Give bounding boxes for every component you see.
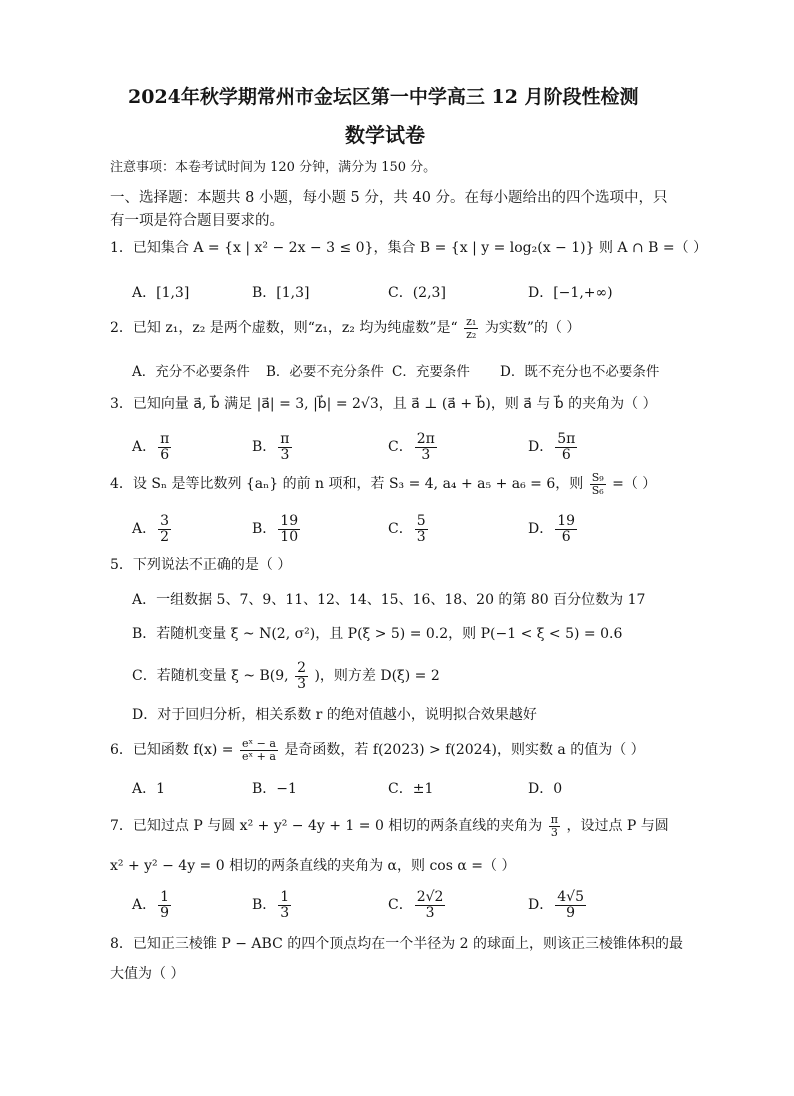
question-6-stem	[110, 738, 645, 762]
question-3-option-b-label: B．	[252, 439, 277, 456]
question-2-stem-post: 为实数”的（ ）	[484, 320, 581, 337]
section-heading-line2: 有一项是符合题目要求的。	[110, 213, 284, 229]
question-4-option-a-label: A．	[132, 521, 157, 538]
question-7-fraction	[549, 814, 560, 838]
fraction-den: 10	[280, 528, 299, 545]
question-5-option-c-fraction	[295, 661, 308, 691]
question-3-option-d	[528, 432, 579, 462]
question-3-option-b-fraction	[278, 432, 291, 462]
fraction-den: 3	[280, 904, 290, 921]
question-7-stem-post: ，设过点 P 与圆	[566, 818, 669, 835]
question-7-fraction-num: π	[550, 813, 558, 826]
question-6-fraction	[240, 738, 278, 762]
question-6-fraction-den: eˣ + a	[242, 749, 276, 763]
question-2-option-b: B．必要不充分条件	[266, 364, 384, 380]
question-7-option-a-label: A．	[132, 897, 157, 914]
question-4-option-b	[252, 514, 302, 544]
fraction-den: 3	[425, 904, 435, 921]
fraction-den: 3	[280, 446, 290, 463]
fraction-num: π	[160, 431, 170, 447]
question-4-option-d	[528, 514, 579, 544]
question-7-stem-line1	[110, 814, 669, 838]
question-5-option-b: B．若随机变量 ξ ~ N(2, σ²)，且 P(ξ > 5) = 0.2，则 P(−1 < ξ < 5) = 0.6	[132, 626, 623, 642]
question-7-stem-line2: x² + y² − 4y = 0 相切的两条直线的夹角为 α，则 cos α =（ ）	[110, 858, 516, 874]
fraction-num: 1	[280, 889, 290, 905]
question-6-fraction-num: eˣ − a	[242, 737, 276, 750]
question-2-fraction	[464, 316, 478, 340]
question-6-stem-post: 是奇函数，若 f(2023) > f(2024)，则实数 a 的值为（ ）	[284, 742, 645, 759]
fraction-den: 6	[561, 446, 571, 463]
question-7-option-c-fraction	[415, 890, 446, 920]
question-6-option-d: D．0	[528, 781, 563, 797]
fraction-den: 3	[297, 675, 306, 692]
fraction-num: 3	[160, 513, 170, 529]
question-4-option-d-label: D．	[528, 521, 554, 538]
exam-subtitle: 数学试卷	[345, 123, 425, 147]
question-4-fraction-num: S₉	[591, 471, 604, 484]
question-3-stem: 3．已知向量 a⃗, b⃗ 满足 |a⃗| = 3, |b⃗| = 2√3，且 a⃗ ⊥ (a⃗ + b⃗)，则 a⃗ 与 b⃗ 的夹角为（ ）	[110, 396, 657, 412]
question-4-option-d-fraction	[555, 514, 577, 544]
question-1-stem: 1．已知集合 A = {x | x² − 2x − 3 ≤ 0}，集合 B = {x | y = log₂(x − 1)} 则 A ∩ B =（ ）	[110, 240, 708, 256]
question-4-option-c-fraction	[415, 514, 428, 544]
question-3-option-c-fraction	[415, 432, 437, 462]
fraction-num: 2	[297, 660, 306, 676]
fraction-num: 2√2	[416, 889, 444, 905]
question-3-option-d-label: D．	[528, 439, 554, 456]
question-1-option-d: D．[−1,+∞)	[528, 285, 613, 301]
question-2-option-c: C．充要条件	[392, 364, 470, 380]
question-7-option-c-label: C．	[388, 897, 413, 914]
question-7-fraction-den: 3	[550, 825, 558, 839]
question-7-option-b	[252, 890, 293, 920]
fraction-den: 6	[160, 446, 170, 463]
question-6-option-b: B．−1	[252, 781, 297, 797]
question-4-stem	[110, 472, 656, 496]
question-2-stem	[110, 316, 580, 340]
question-6-stem-pre: 6．已知函数 f(x) =	[110, 742, 234, 759]
fraction-num: 1	[160, 889, 170, 905]
question-1-option-c: C．(2,3]	[388, 285, 446, 301]
fraction-den: 6	[561, 528, 571, 545]
question-2-fraction-num: z₁	[466, 315, 477, 328]
question-3-option-d-fraction	[555, 432, 577, 462]
question-3-option-c	[388, 432, 439, 462]
question-7-option-d-label: D．	[528, 897, 554, 914]
question-7-option-a	[132, 890, 173, 920]
question-7-option-c	[388, 890, 447, 920]
exam-title: 2024年秋学期常州市金坛区第一中学高三 12 月阶段性检测	[128, 86, 639, 108]
section-heading-line1: 一、选择题：本题共 8 小题，每小题 5 分，共 40 分。在每小题给出的四个选项中，只	[110, 190, 668, 206]
question-5-option-d: D．对于回归分析，相关系数 r 的绝对值越小，说明拟合效果越好	[132, 707, 537, 723]
question-4-option-a-fraction	[158, 514, 171, 544]
question-2-option-d: D．既不充分也不必要条件	[500, 364, 660, 380]
question-2-option-a: A．充分不必要条件	[132, 364, 250, 380]
fraction-num: 19	[557, 513, 576, 529]
question-4-option-b-fraction	[278, 514, 300, 544]
fraction-den: 3	[421, 446, 431, 463]
question-7-option-d	[528, 890, 588, 920]
question-4-option-c	[388, 514, 430, 544]
question-4-stem-post: =（ ）	[612, 476, 657, 493]
question-6-option-c: C．±1	[388, 781, 434, 797]
question-7-option-b-fraction	[278, 890, 291, 920]
question-4-option-c-label: C．	[388, 521, 413, 538]
question-4-option-a	[132, 514, 173, 544]
exam-notice: 注意事项：本卷考试时间为 120 分钟，满分为 150 分。	[110, 160, 437, 175]
question-8-stem-line1: 8．已知正三棱锥 P − ABC 的四个顶点均在一个半径为 2 的球面上，则该正三棱锥体积的最	[110, 936, 684, 952]
question-4-fraction	[590, 472, 606, 496]
question-2-fraction-den: z₂	[466, 327, 477, 341]
question-3-option-a	[132, 432, 173, 462]
fraction-num: 2π	[416, 431, 435, 447]
fraction-num: π	[280, 431, 290, 447]
question-5-option-c-pre: C．若随机变量 ξ ~ B(9,	[132, 668, 289, 685]
question-4-stem-pre: 4．设 Sₙ 是等比数列 {aₙ} 的前 n 项和，若 S₃ = 4, a₄ + a₅ + a₆ = 6，则	[110, 476, 584, 493]
question-1-option-a: A．[1,3]	[132, 285, 190, 301]
fraction-num: 5	[416, 513, 426, 529]
question-7-stem-pre: 7．已知过点 P 与圆 x² + y² − 4y + 1 = 0 相切的两条直线的夹角为	[110, 818, 543, 835]
question-3-option-c-label: C．	[388, 439, 413, 456]
fraction-den: 3	[416, 528, 426, 545]
question-7-option-b-label: B．	[252, 897, 277, 914]
question-6-option-a: A．1	[132, 781, 166, 797]
question-5-option-c-post: )，则方差 D(ξ) = 2	[314, 668, 440, 685]
question-4-option-b-label: B．	[252, 521, 277, 538]
fraction-num: 4√5	[557, 889, 584, 905]
question-5-stem: 5．下列说法不正确的是（ ）	[110, 557, 292, 573]
fraction-den: 9	[566, 904, 576, 921]
question-7-option-a-fraction	[158, 890, 171, 920]
question-3-option-a-fraction	[158, 432, 171, 462]
question-8-stem-line2: 大值为（ ）	[110, 966, 185, 982]
question-1-option-b: B．[1,3]	[252, 285, 310, 301]
question-5-option-c	[132, 661, 440, 691]
fraction-den: 2	[160, 528, 170, 545]
question-2-stem-pre: 2．已知 z₁，z₂ 是两个虚数，则“z₁，z₂ 均为纯虚数”是“	[110, 320, 458, 337]
question-5-option-a: A．一组数据 5、7、9、11、12、14、15、16、18、20 的第 80 百分位数为 17	[132, 592, 646, 608]
question-3-option-b	[252, 432, 294, 462]
fraction-den: 9	[160, 904, 170, 921]
fraction-num: 5π	[557, 431, 576, 447]
question-3-option-a-label: A．	[132, 439, 157, 456]
question-7-option-d-fraction	[555, 890, 586, 920]
fraction-num: 19	[280, 513, 299, 529]
question-4-fraction-den: S₆	[591, 483, 604, 497]
